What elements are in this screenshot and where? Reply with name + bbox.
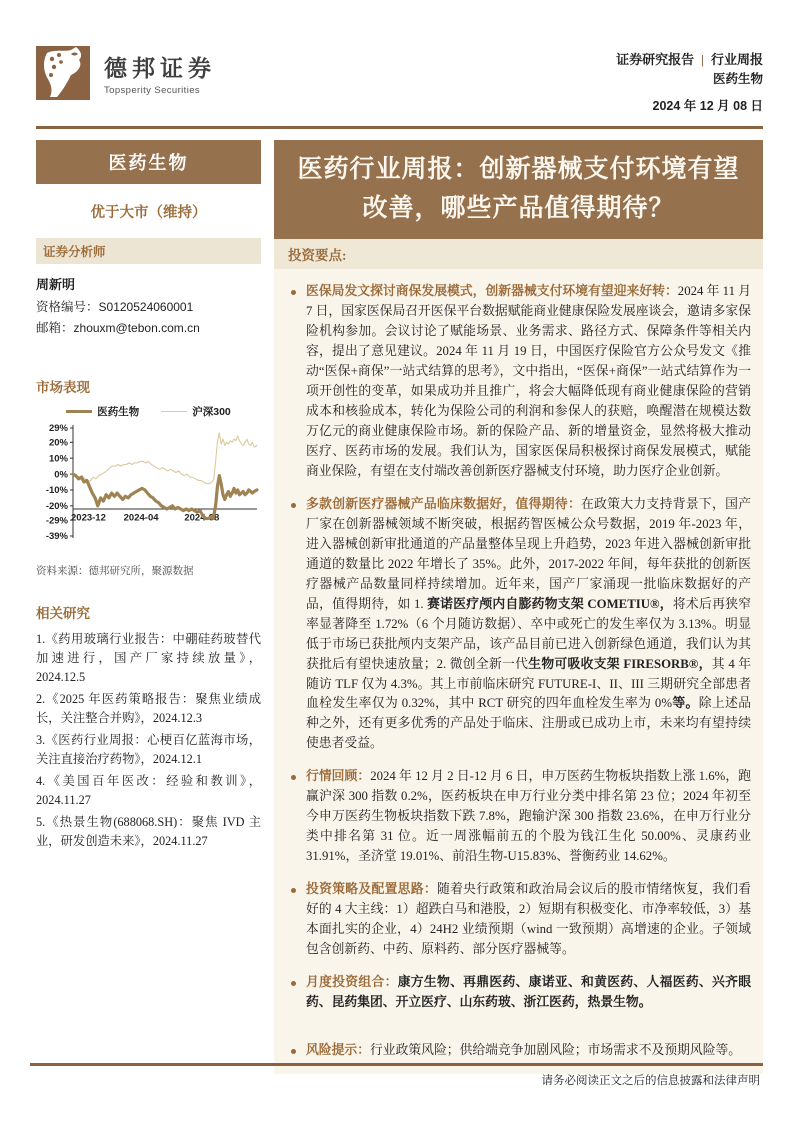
report-body bbox=[36, 140, 763, 1074]
header-divider bbox=[36, 126, 763, 129]
analyst-section-header: 证券分析师 bbox=[36, 238, 261, 264]
sidebar bbox=[36, 140, 261, 1074]
bullet-segment: 随着央行政策和政治局会议后的股市情绪恢复，我们看好的 4 大主线：1）超跌白马和港股，2）短期有积极变化、市净率较低，3）基本面扎实的企业，4）24H2 业绩预期（wind 一致预期）高增速的企业。子领域包含创新药、中药、原料药、部分医疗器械等。 bbox=[306, 882, 752, 956]
doc-category: 行业周报 bbox=[710, 52, 763, 67]
related-research-header: 相关研究 bbox=[36, 605, 90, 621]
bullet-item bbox=[289, 973, 751, 1013]
market-performance-chart bbox=[36, 420, 261, 550]
tebon-leopard-logo-icon bbox=[36, 46, 90, 100]
research-item: 5.《热景生物(688068.SH)：聚焦 IVD 主业，研发创造未来》，2024.11.27 bbox=[36, 815, 261, 849]
report-header bbox=[0, 0, 793, 116]
report-title: 医药行业周报：创新器械支付环境有望改善，哪些产品值得期待？ bbox=[274, 140, 763, 240]
legend-pharma bbox=[66, 404, 139, 419]
bullet-item bbox=[289, 282, 751, 482]
cert-number: S0120524060001 bbox=[98, 299, 194, 314]
bullet-segment: 等。 bbox=[671, 696, 699, 711]
bullet-heading: 风险提示： bbox=[306, 1042, 370, 1057]
related-research-list bbox=[36, 630, 261, 852]
y-tick-label: -39% bbox=[45, 531, 68, 543]
hs300-line-swatch-icon bbox=[161, 411, 187, 412]
cert-label: 资格编号： bbox=[36, 299, 99, 314]
research-item: 1.《药用玻璃行业报告：中硼硅药玻替代加速进行，国产厂家持续放量》，2024.12.5 bbox=[36, 631, 261, 684]
industry-label: 医药生物 bbox=[712, 72, 763, 87]
bullet-segment: 2024 年 12 月 2 日-12 月 6 日，申万医药生物板块指数上涨 1.6%，跑赢沪深 300 指数 0.2%，医药板块在申万行业分类中排名第 23 位；2024 年初至今申万医药生物板块指数下跌 7.8%，跑输沪深 300 指数 23.6%，在申万行业分类中排名第 31 位。近一周涨幅前五的个股为钱江生化 50.00%、灵康药业 31.91%，圣济堂 19.01%、前沿生物-U15.83%、誉衡药业 14.62%。 bbox=[306, 769, 751, 864]
bullet-item bbox=[289, 767, 751, 867]
pharma-line-swatch-icon bbox=[66, 410, 92, 413]
bullet-segment: 其 4 年随访 TLF 仅为 4.3%。其上市前临床研究 FUTURE-I、II、III 三期研究全部患者血栓发生率仅为 0.32%，其中 RCT 研究的四年血栓发生率为 0% bbox=[306, 656, 752, 711]
main-content bbox=[274, 140, 763, 1074]
bullet-dot-icon bbox=[291, 503, 296, 508]
report-type-line bbox=[616, 50, 763, 70]
keypoints-header: 投资要点: bbox=[274, 239, 763, 269]
bullet-segment: 将术后再狭窄率显著降至 1.72%（6 个月随访数据）、卒中或死亡的发生率仅为 3.13%。明显低于市场已获批颅内支架产品，该产品目前已进入创新绿色通道，我们认为其获批后有望快速放量；2. 微创全新一代 bbox=[306, 596, 752, 671]
legend-hs300 bbox=[161, 404, 231, 419]
bullet-dot-icon bbox=[291, 290, 296, 295]
report-meta bbox=[616, 46, 763, 116]
y-tick-label: 0% bbox=[54, 469, 68, 481]
doc-type: 证券研究报告 bbox=[616, 52, 695, 67]
rating-label: 优于大市（维持） bbox=[90, 204, 207, 221]
chart-legend bbox=[36, 404, 261, 419]
brand-name-en: Topsperity Securities bbox=[104, 85, 201, 96]
bullet-dot-icon bbox=[291, 775, 296, 780]
y-tick-label: 20% bbox=[48, 437, 68, 449]
series-line-沪深300 bbox=[73, 433, 257, 484]
research-item: 3.《医药行业周报：心梗百亿蓝海市场，关注直接治疗药物》，2024.12.1 bbox=[36, 733, 261, 767]
bullet-heading: 多款创新医疗器械产品临床数据好，值得期待： bbox=[306, 496, 582, 511]
brand-text bbox=[104, 50, 216, 96]
bullet-item bbox=[289, 1041, 751, 1061]
x-tick-label: 2023-12 bbox=[71, 512, 106, 524]
bullet-dot-icon bbox=[291, 888, 296, 893]
research-item: 4.《美国百年医改：经验和教训》，2024.11.27 bbox=[36, 774, 261, 808]
market-performance-header: 市场表现 bbox=[36, 379, 90, 395]
bullet-segment: 康方生物、再鼎医药、康诺亚、和黄医药、人福医药、兴齐眼药、昆药集团、开立医疗、山东药玻、浙江医药，热景生物。 bbox=[306, 974, 752, 1009]
y-tick-label: 29% bbox=[48, 423, 68, 435]
brand-block bbox=[36, 46, 216, 100]
y-tick-label: -20% bbox=[45, 500, 68, 512]
bullet-segment: 生物可吸收支架 FIRESORB®， bbox=[528, 656, 712, 671]
bullet-item bbox=[289, 880, 751, 960]
bullet-item bbox=[289, 495, 751, 754]
bullet-segment: 2024 年 11 月 7 日，国家医保局召开医保平台数据赋能商业健康保险发展座谈会，邀请多家保险机构参加。会议讨论了赋能场景、业务需求、路径方式、保障条件等相关内容，提出了意见建议。2024 年 11 月 19 日，中国医疗保险官方公众号发文《推动“医保+商保”一站式结算的思考》，文中指出，“医保+商保”一站式结算作为一项开创性的变革，如果成功并且推广，将会大幅降低现有商业健康保险的营销成本和核验成本，转化为保险公司的利润和参保人的获赔，唤醒潜在规模达数万亿元的商业健康保险市场。新的保险产品、新的增量资金，显然将极大推动医疗、医药市场的发展。我们认为，国家医保局积极探讨商保发展模式，赋能商业保险，有望在支付端改善创新医疗器械支付环境，助力医疗企业创新。 bbox=[306, 284, 751, 478]
email-address: zhouxm@tebon.com.cn bbox=[73, 320, 200, 335]
bullet-heading: 月度投资组合： bbox=[306, 974, 398, 989]
y-tick-label: -10% bbox=[45, 485, 68, 497]
bullet-segment: 行业政策风险；供给端竞争加剧风险；市场需求不及预期风险等。 bbox=[369, 1042, 742, 1057]
legend-pharma-label: 医药生物 bbox=[97, 406, 140, 418]
bullet-heading: 医保局发文探讨商保发展模式，创新器械支付环境有望迎来好转： bbox=[306, 284, 678, 299]
bullet-dot-icon bbox=[291, 1049, 296, 1054]
bullet-segment: 赛诺医疗颅内自膨药物支架 COMETIU®， bbox=[427, 596, 673, 611]
report-date: 2024 年 12 月 08 日 bbox=[652, 98, 763, 113]
email-label: 邮箱： bbox=[36, 320, 74, 335]
footer-disclaimer: 请务必阅读正文之后的信息披露和法律声明 bbox=[541, 1075, 760, 1087]
footer-divider bbox=[30, 1063, 763, 1066]
analyst-email bbox=[36, 318, 261, 336]
keypoints-bullets bbox=[274, 269, 763, 1060]
bullet-segment: 除上述品种之外，还有更多优秀的产品处于临床、注册或已成功上市，未来均有望持续使患者受益。 bbox=[306, 696, 752, 751]
x-tick-label: 2024-04 bbox=[123, 512, 159, 524]
analyst-cert bbox=[36, 297, 261, 315]
legend-hs300-label: 沪深300 bbox=[192, 405, 231, 418]
research-item: 2.《2025 年医药策略报告：聚焦业绩成长，关注整合并购》，2024.12.3 bbox=[36, 692, 261, 726]
x-tick-label: 2024-08 bbox=[184, 512, 220, 524]
y-tick-label: -29% bbox=[45, 515, 68, 527]
brand-name: 德邦证券 bbox=[104, 55, 216, 81]
bullet-heading: 投资策略及配置思路： bbox=[306, 882, 437, 897]
separator: | bbox=[701, 52, 704, 67]
bullet-heading: 行情回顾： bbox=[306, 769, 371, 784]
bullet-dot-icon bbox=[291, 981, 296, 986]
industry-chip: 医药生物 bbox=[36, 140, 261, 184]
y-tick-label: 10% bbox=[48, 453, 68, 465]
chart-source: 资料来源：德邦研究所，聚源数据 bbox=[36, 565, 194, 577]
analyst-name: 周新明 bbox=[36, 276, 76, 292]
bullet-segment: 在政策大力支持背景下，国产厂家在创新器械领域不断突破，根据药智医械公众号数据，2019 年-2023 年，进入器械创新审批通道的产品量整体呈现上升趋势，2023 年进入器械创新审批通道的数量比 2022 年增长了 35%。此外，2017-2022 年间，每年获批的创新医疗器械产品数量同样持续增加。近年来，国产厂家涌现一批临床数据好的产品，值得期待，如 1. bbox=[306, 496, 752, 611]
